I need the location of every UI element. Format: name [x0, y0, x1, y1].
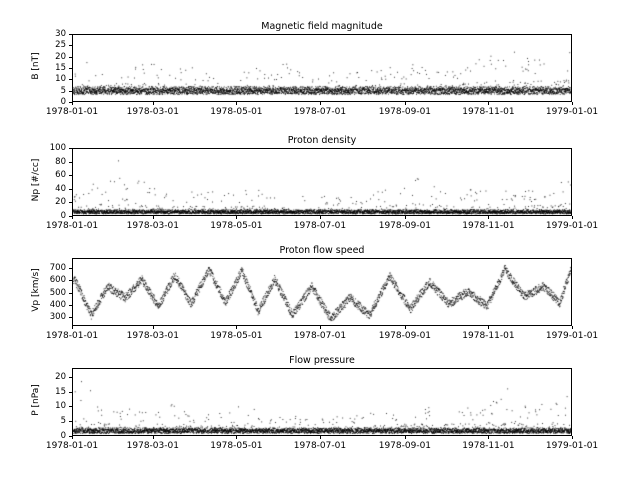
y-tick-label: 10 [55, 401, 66, 412]
x-tick-label: 1978-05-01 [210, 441, 263, 451]
y-tick-mark [69, 68, 72, 69]
y-tick-mark [69, 45, 72, 46]
data-points [73, 149, 572, 216]
y-tick-mark [69, 377, 72, 378]
y-axis-label: Vp [km/s] [31, 268, 41, 312]
x-tick-mark [572, 102, 573, 105]
x-tick-mark [236, 216, 237, 219]
y-tick-label: 60 [55, 170, 66, 181]
x-tick-label: 1978-01-01 [45, 331, 99, 341]
x-tick-mark [153, 102, 154, 105]
x-tick-mark [405, 326, 406, 329]
y-tick-mark [69, 202, 72, 203]
x-tick-mark [488, 102, 489, 105]
data-points [73, 35, 572, 102]
x-tick-mark [572, 216, 573, 219]
x-tick-label: 1978-11-01 [462, 107, 515, 117]
plot-area [72, 34, 572, 102]
x-tick-label: 1979-01-01 [545, 441, 599, 451]
chart-panel-1 [31, 21, 599, 117]
x-tick-mark [153, 436, 154, 439]
y-tick-label: 15 [55, 386, 66, 397]
x-tick-label: 1978-03-01 [126, 441, 179, 451]
x-tick-mark [572, 326, 573, 329]
x-tick-mark [488, 436, 489, 439]
x-tick-mark [236, 436, 237, 439]
y-tick-label: 0 [60, 431, 66, 441]
x-tick-label: 1978-03-01 [126, 221, 179, 231]
x-tick-mark [488, 326, 489, 329]
x-tick-mark [72, 326, 73, 329]
y-tick-mark [69, 189, 72, 190]
y-tick-mark [69, 305, 72, 306]
chart-title: Proton flow speed [279, 245, 365, 256]
y-tick-label: 600 [49, 275, 66, 286]
y-tick-label: 80 [55, 156, 66, 167]
y-tick-label: 5 [60, 416, 66, 427]
x-tick-label: 1978-07-01 [293, 331, 347, 341]
y-tick-mark [69, 280, 72, 281]
y-tick-mark [69, 148, 72, 149]
x-tick-label: 1979-01-01 [545, 107, 599, 117]
y-tick-mark [69, 34, 72, 35]
y-tick-mark [69, 406, 72, 407]
x-tick-mark [320, 216, 321, 219]
x-tick-mark [72, 102, 73, 105]
y-tick-label: 20 [55, 51, 66, 62]
x-tick-mark [405, 102, 406, 105]
x-tick-mark [320, 326, 321, 329]
x-tick-mark [320, 102, 321, 105]
x-tick-label: 1978-09-01 [378, 441, 432, 451]
x-tick-label: 1979-01-01 [545, 221, 599, 231]
x-tick-mark [72, 216, 73, 219]
x-tick-label: 1978-01-01 [45, 441, 99, 451]
y-tick-label: 5 [60, 85, 66, 96]
x-tick-label: 1978-09-01 [378, 331, 432, 341]
chart-title: Flow pressure [289, 355, 355, 366]
x-tick-mark [572, 436, 573, 439]
y-axis-label: Np [#/cc] [31, 158, 41, 202]
x-tick-label: 1978-09-01 [378, 221, 432, 231]
y-tick-label: 400 [49, 299, 66, 310]
x-tick-mark [405, 216, 406, 219]
x-tick-mark [236, 326, 237, 329]
y-axis-label: B [nT] [31, 52, 41, 80]
y-tick-label: 25 [55, 40, 66, 51]
x-tick-mark [405, 436, 406, 439]
plot-area [72, 148, 572, 216]
plot-area [72, 368, 572, 436]
y-tick-mark [69, 317, 72, 318]
y-tick-label: 0 [60, 211, 66, 221]
y-tick-label: 20 [55, 371, 66, 382]
x-tick-mark [320, 436, 321, 439]
y-tick-mark [69, 421, 72, 422]
y-tick-label: 10 [55, 74, 66, 85]
y-tick-label: 300 [49, 312, 66, 323]
y-tick-mark [69, 57, 72, 58]
x-tick-mark [488, 216, 489, 219]
y-tick-mark [69, 268, 72, 269]
x-tick-label: 1978-11-01 [462, 221, 515, 231]
x-tick-label: 1978-09-01 [378, 107, 432, 117]
x-tick-label: 1978-07-01 [293, 221, 347, 231]
x-tick-label: 1978-03-01 [126, 107, 179, 117]
x-tick-label: 1978-01-01 [45, 221, 99, 231]
plot-area [72, 258, 572, 326]
y-tick-mark [69, 175, 72, 176]
data-points [73, 259, 572, 326]
x-tick-mark [153, 326, 154, 329]
y-tick-mark [69, 91, 72, 92]
y-tick-mark [69, 79, 72, 80]
y-tick-label: 15 [55, 63, 66, 73]
x-tick-label: 1978-01-01 [45, 107, 99, 117]
y-tick-label: 30 [55, 29, 66, 39]
y-tick-label: 40 [55, 183, 66, 194]
y-tick-mark [69, 392, 72, 393]
x-tick-label: 1978-05-01 [210, 331, 263, 341]
x-tick-label: 1978-07-01 [293, 441, 347, 451]
chart-title: Magnetic field magnitude [261, 21, 383, 32]
y-tick-label: 100 [49, 143, 66, 153]
x-tick-label: 1978-07-01 [293, 107, 347, 117]
x-tick-label: 1978-05-01 [210, 221, 263, 231]
chart-panel-2 [31, 135, 599, 231]
chart-panel-3 [31, 245, 599, 341]
x-tick-mark [236, 102, 237, 105]
y-tick-label: 20 [55, 197, 66, 208]
y-tick-label: 700 [49, 262, 66, 273]
x-tick-label: 1978-11-01 [462, 441, 515, 451]
x-tick-label: 1978-05-01 [210, 107, 263, 117]
x-tick-mark [153, 216, 154, 219]
x-tick-mark [72, 436, 73, 439]
data-points [73, 369, 572, 436]
chart-panel-4 [31, 355, 599, 451]
y-tick-mark [69, 162, 72, 163]
y-axis-label: P [nPa] [31, 384, 41, 416]
y-tick-mark [69, 293, 72, 294]
chart-title: Proton density [287, 135, 357, 146]
y-tick-label: 0 [60, 97, 66, 107]
y-tick-label: 500 [49, 287, 66, 298]
x-tick-label: 1979-01-01 [545, 331, 599, 341]
x-tick-label: 1978-03-01 [126, 331, 179, 341]
x-tick-label: 1978-11-01 [462, 331, 515, 341]
